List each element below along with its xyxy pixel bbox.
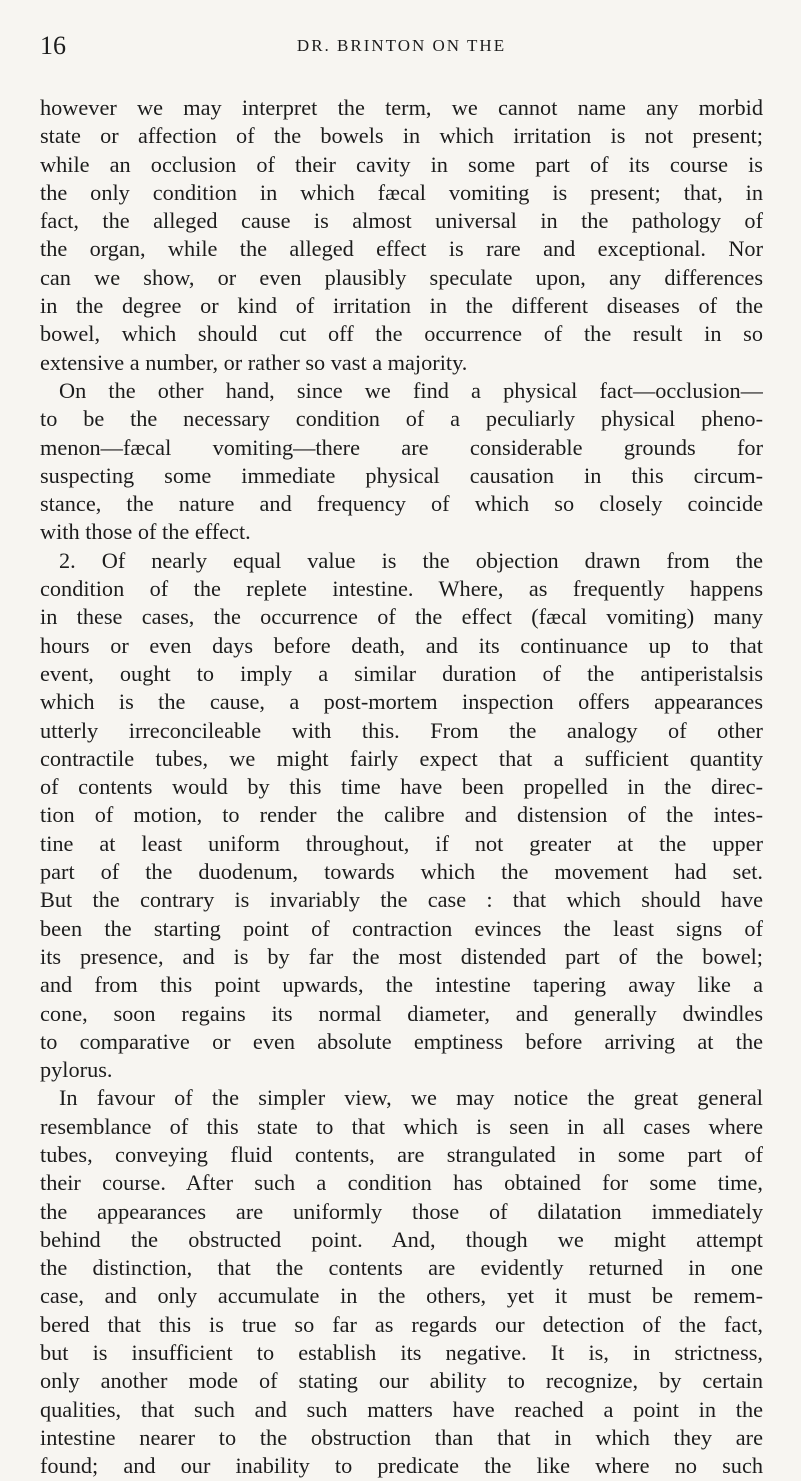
text-line: utterly irreconcileable with this. From the analogy of other <box>40 717 763 743</box>
text-line: in these cases, the occurrence of the effect (fæcal vomiting) many <box>40 604 763 630</box>
text-line: case, and only accumulate in the others, yet it must be remem- <box>40 1283 763 1309</box>
book-page <box>40 32 763 1481</box>
text-line: hours or even days before death, and its continuance up to that <box>40 632 763 658</box>
text-line: but is insufficient to establish its negative. It is, in strictness, <box>40 1340 763 1366</box>
text-line: contractile tubes, we might fairly expect that a sufficient quantity <box>40 745 763 771</box>
text-line: suspecting some immediate physical causation in this circum- <box>40 462 763 488</box>
page-header <box>40 32 763 60</box>
text-line: menon—fæcal vomiting—there are considerable grounds for <box>40 434 763 460</box>
body-text <box>40 94 763 1481</box>
text-line: qualities, that such and such matters have reached a point in the <box>40 1396 763 1422</box>
text-line: while an occlusion of their cavity in some part of its course is <box>40 151 763 177</box>
text-line: their course. After such a condition has obtained for some time, <box>40 1170 763 1196</box>
text-line: been the starting point of contraction evinces the least signs of <box>40 915 763 941</box>
text-line: however we may interpret the term, we cannot name any morbid <box>40 95 763 120</box>
text-line: to comparative or even absolute emptiness before arriving at the <box>40 1028 763 1054</box>
text-line: the only condition in which fæcal vomiting is present; that, in <box>40 179 763 205</box>
running-head: DR. BRINTON ON THE <box>296 36 507 55</box>
text-line: event, ought to imply a similar duration of the antiperistalsis <box>40 660 763 686</box>
text-line: the organ, while the alleged effect is rare and exceptional. Nor <box>40 236 763 262</box>
text-line: tion of motion, to render the calibre and distension of the intes- <box>40 802 763 828</box>
text-line: found; and our inability to predicate the like where no such <box>40 1453 763 1479</box>
text-line: the appearances are uniformly those of dilatation immediately <box>40 1198 763 1224</box>
text-line: part of the duodenum, towards which the movement had set. <box>40 859 763 885</box>
text-line: its presence, and is by far the most distended part of the bowel; <box>40 943 763 969</box>
text-line: On the other hand, since we find a physical fact—occlusion— <box>59 377 763 403</box>
text-line: can we show, or even plausibly speculate upon, any differences <box>40 264 763 290</box>
text-line: state or affection of the bowels in which irritation is not present; <box>40 123 763 149</box>
text-line: cone, soon regains its normal diameter, and generally dwindles <box>40 1000 763 1026</box>
text-line: extensive a number, or rather so vast a majority. <box>40 349 468 375</box>
text-line: But the contrary is invariably the case : that which should have <box>40 887 763 913</box>
text-line: of contents would by this time have been propelled in the direc- <box>40 774 763 800</box>
text-line: bowel, which should cut off the occurrence of the result in so <box>40 321 763 347</box>
text-line: with those of the effect. <box>40 519 251 545</box>
text-line: intestine nearer to the obstruction than that in which they are <box>40 1424 763 1450</box>
text-line: only another mode of stating our ability to recognize, by certain <box>40 1368 763 1394</box>
text-line: In favour of the simpler view, we may notice the great general <box>59 1085 763 1111</box>
text-line: resemblance of this state to that which is seen in all cases where <box>40 1113 763 1139</box>
text-line: fact, the alleged cause is almost universal in the pathology of <box>40 208 763 234</box>
text-line: in the degree or kind of irritation in the different diseases of the <box>40 293 763 319</box>
text-line: stance, the nature and frequency of which so closely coincide <box>40 491 763 517</box>
text-line: the distinction, that the contents are evidently returned in one <box>40 1255 763 1281</box>
text-line: 2. Of nearly equal value is the objection drawn from the <box>59 547 763 573</box>
text-line: behind the obstructed point. And, though we might attempt <box>40 1226 763 1252</box>
text-line: bered that this is true so far as regards our detection of the fact, <box>40 1311 763 1337</box>
text-line: tubes, conveying fluid contents, are strangulated in some part of <box>40 1141 763 1167</box>
text-line: which is the cause, a post-mortem inspection offers appearances <box>40 689 763 715</box>
text-line: tine at least uniform throughout, if not greater at the upper <box>40 830 763 856</box>
text-line: to be the necessary condition of a peculiarly physical pheno- <box>40 406 763 432</box>
text-line: pylorus. <box>40 1057 113 1083</box>
text-line: and from this point upwards, the intestine tapering away like a <box>40 972 763 998</box>
page-number: 16 <box>40 31 66 60</box>
text-line: condition of the replete intestine. Where, as frequently happens <box>40 576 763 602</box>
